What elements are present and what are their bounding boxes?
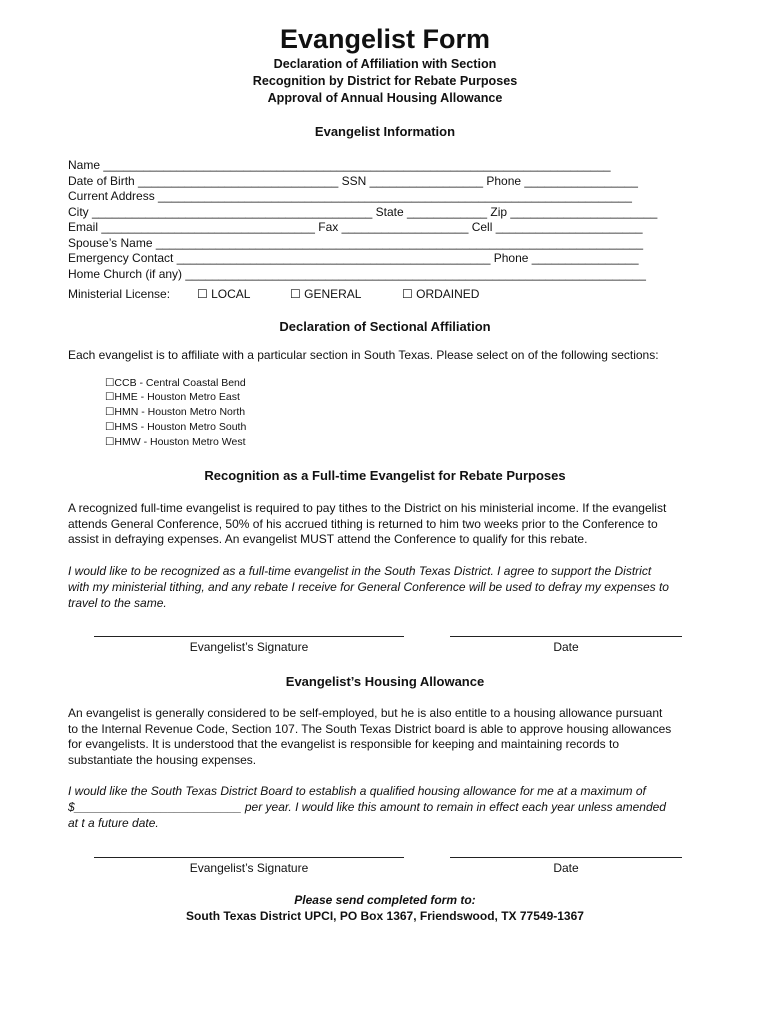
recognition-body-line: assist in defraying expenses. An evangelist MUST attend the Conference to qualify for this rebate.	[68, 532, 588, 546]
section-hmn-label: HMN - Houston Metro North	[114, 406, 246, 418]
license-ordained-label: ORDAINED	[416, 287, 480, 301]
recognition-statement-line: I would like to be recognized as a full-time evangelist in the South Texas District. I agree to support the District	[68, 564, 652, 578]
housing-body-line: substantiate the housing expenses.	[68, 752, 257, 767]
housing-statement-line: I would like the South Texas District Board to establish a qualified housing allowance for me at a maximum of	[68, 784, 646, 798]
send-instruction: Please send completed form to:	[294, 893, 476, 907]
section-hmw-label: HMW - Houston Metro West	[114, 436, 246, 448]
sectional-heading: Declaration of Sectional Affiliation	[279, 319, 491, 334]
license-general-label: GENERAL	[304, 287, 362, 301]
address-field[interactable]: Current Address _______________________________________________________________________	[68, 189, 632, 203]
recognition-heading: Recognition as a Full-time Evangelist for Rebate Purposes	[204, 468, 566, 483]
license-general-checkbox[interactable]	[290, 287, 361, 302]
section-hme-checkbox[interactable]	[105, 391, 240, 403]
section-ccb-label: CCB - Central Coastal Bend	[114, 377, 246, 389]
section-hme-label: HME - Houston Metro East	[114, 391, 240, 403]
recognition-signature-line[interactable]	[94, 636, 404, 637]
housing-body-line: for evangelists. It is understood that the evangelist is responsible for keeping and maintaining records to	[68, 737, 619, 751]
dob-ssn-phone-field[interactable]: Date of Birth ______________________________ SSN _________________ Phone _________________	[68, 174, 638, 188]
checkbox-icon: ☐	[105, 421, 115, 433]
license-local-checkbox[interactable]	[197, 287, 250, 302]
home-church-field[interactable]: Home Church (if any) _____________________________________________________________________	[68, 267, 646, 281]
housing-amount-field[interactable]: $_________________________ per year. I would like this amount to remain in effect each year unless amended	[68, 800, 666, 814]
recognition-statement-line: with my ministerial tithing, and any rebate I receive for General Conference will be used to defray my expenses to	[68, 580, 669, 594]
emergency-contact-field[interactable]: Emergency Contact _______________________________________________ Phone ________________	[68, 251, 639, 265]
checkbox-icon: ☐	[402, 287, 413, 301]
checkbox-icon: ☐	[105, 436, 115, 448]
recognition-date-label: Date	[553, 640, 579, 654]
housing-date-line[interactable]	[450, 857, 682, 858]
housing-signature-line[interactable]	[94, 857, 404, 858]
info-heading: Evangelist Information	[314, 124, 456, 139]
sectional-intro: Each evangelist is to affiliate with a particular section in South Texas. Please select on of the following sections:	[68, 348, 659, 362]
section-hmw-checkbox[interactable]	[105, 436, 246, 448]
recognition-statement	[68, 563, 708, 611]
recognition-body-line: A recognized full-time evangelist is required to pay tithes to the District on his ministerial income. If the evangelist	[68, 501, 667, 515]
subtitle-recognition: Recognition by District for Rebate Purposes	[252, 74, 518, 88]
housing-body-line: to the Internal Revenue Code, Section 107. The South Texas District board is able to approve housing allowances	[68, 721, 672, 736]
section-hmn-checkbox[interactable]	[105, 406, 245, 418]
mailing-address: South Texas District UPCI, PO Box 1367, Friendswood, TX 77549-1367	[186, 909, 584, 923]
spouse-name-field[interactable]: Spouse’s Name _________________________________________________________________________	[68, 236, 644, 250]
recognition-body	[68, 501, 708, 548]
license-label: Ministerial License:	[68, 287, 171, 301]
subtitle-affiliation: Declaration of Affiliation with Section	[273, 57, 497, 71]
recognition-date-line[interactable]	[450, 636, 682, 637]
license-ordained-checkbox[interactable]	[402, 287, 479, 302]
section-ccb-checkbox[interactable]	[105, 377, 246, 389]
housing-statement[interactable]	[68, 783, 708, 831]
checkbox-icon: ☐	[197, 287, 208, 301]
checkbox-icon: ☐	[290, 287, 301, 301]
recognition-body-line: attends General Conference, 50% of his accrued tithing is returned to him two weeks prior to the Conference to	[68, 516, 658, 531]
section-hms-checkbox[interactable]	[105, 421, 246, 433]
recognition-statement-line: travel to the same.	[68, 596, 167, 610]
housing-heading: Evangelist’s Housing Allowance	[285, 674, 485, 689]
housing-statement-line: at t a future date.	[68, 816, 159, 830]
housing-signature-label: Evangelist’s Signature	[189, 861, 309, 875]
housing-date-label: Date	[553, 861, 579, 875]
checkbox-icon: ☐	[105, 406, 115, 418]
housing-body	[68, 706, 708, 768]
checkbox-icon: ☐	[105, 391, 115, 403]
form-title: Evangelist Form	[279, 24, 491, 54]
recognition-signature-label: Evangelist’s Signature	[189, 640, 309, 654]
city-state-zip-field[interactable]: City __________________________________________ State ____________ Zip ______________________	[68, 205, 658, 219]
housing-body-line: An evangelist is generally considered to be self-employed, but he is also entitle to a housing allowance pursuant	[68, 706, 663, 720]
license-local-label: LOCAL	[211, 287, 251, 301]
email-fax-cell-field[interactable]: Email ________________________________ Fax ___________________ Cell ______________________	[68, 220, 643, 234]
checkbox-icon: ☐	[105, 377, 115, 389]
name-field[interactable]: Name ____________________________________________________________________________	[68, 158, 611, 172]
subtitle-housing: Approval of Annual Housing Allowance	[267, 91, 503, 105]
section-hms-label: HMS - Houston Metro South	[114, 421, 247, 433]
